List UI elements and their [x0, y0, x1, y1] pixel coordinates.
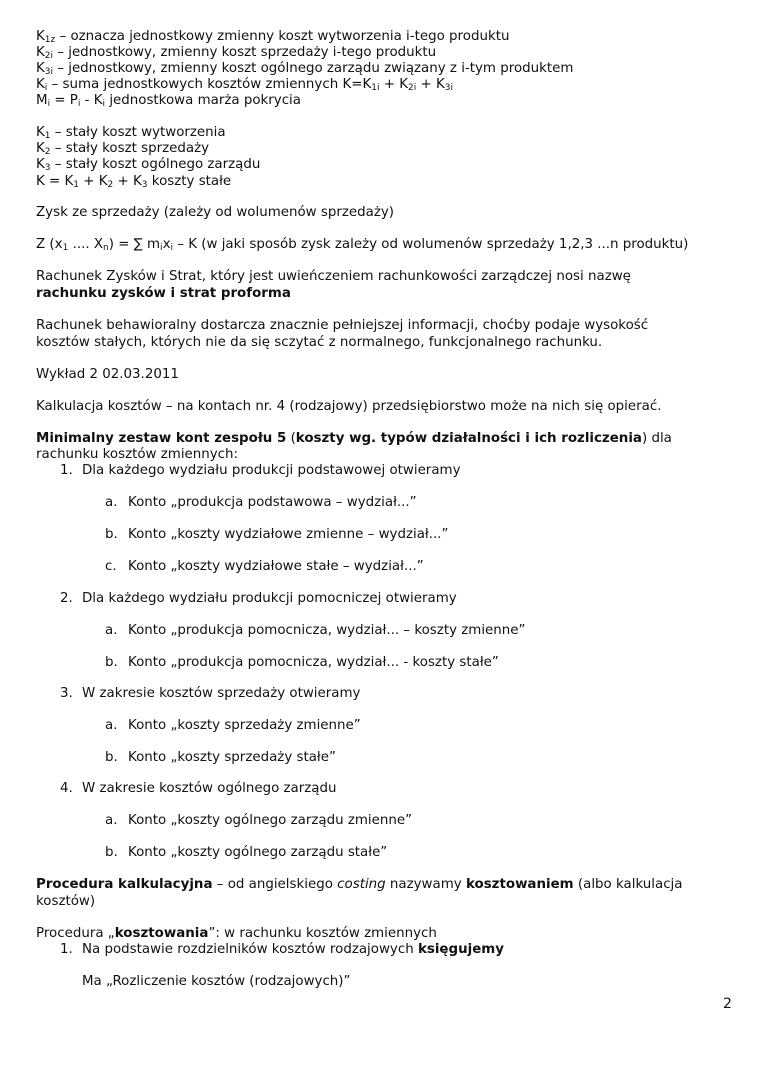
sub-letter: c.: [105, 559, 117, 574]
rzis-bold: rachunku zysków i strat proforma: [36, 286, 291, 301]
rzis-line: Rachunek Zysków i Strat, który jest uwieńczeniem rachunkowości zarządczej nosi nazwę: [36, 269, 631, 284]
list-number: 3.: [60, 686, 73, 701]
sub-item: Konto „koszty wydziałowe stałe – wydział...”: [128, 559, 424, 574]
ma-line: Ma „Rozliczenie kosztów (rodzajowych)”: [82, 974, 351, 989]
procedure-line-1: Procedura kalkulacyjna – od angielskiego costing nazywamy kosztowaniem (albo kalkulacja: [36, 877, 683, 892]
def-k2i: $K_{2i}$ – jednostkowy, zmienny koszt sprzedaży i-tego produktu: [36, 45, 437, 61]
procedure-kosztowania: Procedura „kosztowania”: w rachunku kosztów zmiennych: [36, 926, 437, 941]
fixed-k2: $K_2$ – stały koszt sprzedaży: [36, 141, 210, 157]
sub-item: Konto „koszty ogólnego zarządu zmienne”: [128, 813, 413, 828]
def-mi: $M_i = P_i - K_i$ jednostkowa marża pokrycia: [36, 93, 301, 109]
minset-line-2: rachunku kosztów zmiennych:: [36, 447, 239, 462]
sub-letter: a.: [105, 623, 118, 638]
lecture-heading: Wykład 2 02.03.2011: [36, 367, 179, 382]
sub-letter: a.: [105, 813, 118, 828]
list-item: Dla każdego wydziału produkcji podstawowej otwieramy: [82, 463, 461, 478]
list-item: W zakresie kosztów sprzedaży otwieramy: [82, 686, 361, 701]
minset-line-1: Minimalny zestaw kont zespołu 5 (koszty wg. typów działalności i ich rozliczenia) dla: [36, 431, 672, 446]
sub-item: Konto „koszty ogólnego zarządu stałe”: [128, 845, 388, 860]
procedure-line-2: kosztów): [36, 894, 96, 909]
step-item: Na podstawie rozdzielników kosztów rodzajowych księgujemy: [82, 942, 504, 957]
list-number: 1.: [60, 463, 73, 478]
sub-letter: b.: [105, 750, 118, 765]
sub-letter: a.: [105, 718, 118, 733]
list-item: W zakresie kosztów ogólnego zarządu: [82, 781, 337, 796]
list-item: Dla każdego wydziału produkcji pomocniczej otwieramy: [82, 591, 457, 606]
sub-letter: b.: [105, 527, 118, 542]
list-number: 1.: [60, 942, 73, 957]
sub-letter: b.: [105, 845, 118, 860]
sub-item: Konto „koszty wydziałowe zmienne – wydział...”: [128, 527, 449, 542]
def-k1z: $K_{1z}$ – oznacza jednostkowy zmienny koszt wytworzenia i-tego produktu: [36, 29, 510, 45]
fixed-k3: $K_3$ – stały koszt ogólnego zarządu: [36, 157, 261, 173]
sub-letter: a.: [105, 495, 118, 510]
fixed-sum: $K = K_1 + K_2 + K_3$ koszty stałe: [36, 174, 232, 190]
def-ki: $K_i$ – suma jednostkowych kosztów zmiennych $K=K_{1i} + K_{2i} + K_{3i}$: [36, 77, 453, 93]
list-number: 4.: [60, 781, 73, 796]
sub-item: Konto „produkcja pomocnicza, wydział... - koszty stałe”: [128, 655, 499, 670]
def-k3i: $K_{3i}$ – jednostkowy, zmienny koszt ogólnego zarządu związany z i-tym produktem: [36, 61, 574, 77]
sub-item: Konto „produkcja pomocnicza, wydział... – koszty zmienne”: [128, 623, 526, 638]
sub-item: Konto „produkcja podstawowa – wydział...”: [128, 495, 417, 510]
sub-item: Konto „koszty sprzedaży stałe”: [128, 750, 336, 765]
kalkulacja-line: Kalkulacja kosztów – na kontach nr. 4 (rodzajowy) przedsiębiorstwo może na nich się opierać.: [36, 399, 662, 414]
fixed-k1: $K_1$ – stały koszt wytworzenia: [36, 125, 226, 141]
zysk-line: Zysk ze sprzedaży (zależy od wolumenów sprzedaży): [36, 205, 395, 220]
sub-letter: b.: [105, 655, 118, 670]
behav-line-1: Rachunek behawioralny dostarcza znacznie pełniejszej informacji, choćby podaje wysokość: [36, 318, 649, 333]
sub-item: Konto „koszty sprzedaży zmienne”: [128, 718, 361, 733]
behav-line-2: kosztów stałych, których nie da się sczytać z normalnego, funkcjonalnego rachunku.: [36, 335, 603, 350]
list-number: 2.: [60, 591, 73, 606]
profit-formula: Z ($x_1$ .... $X_n$) = ∑ $m_ix_i$ – K (w jaki sposób zysk zależy od wolumenów sprzedaży 1,2,3 ...n produktu): [36, 237, 689, 253]
page-number: 2: [723, 996, 732, 1012]
